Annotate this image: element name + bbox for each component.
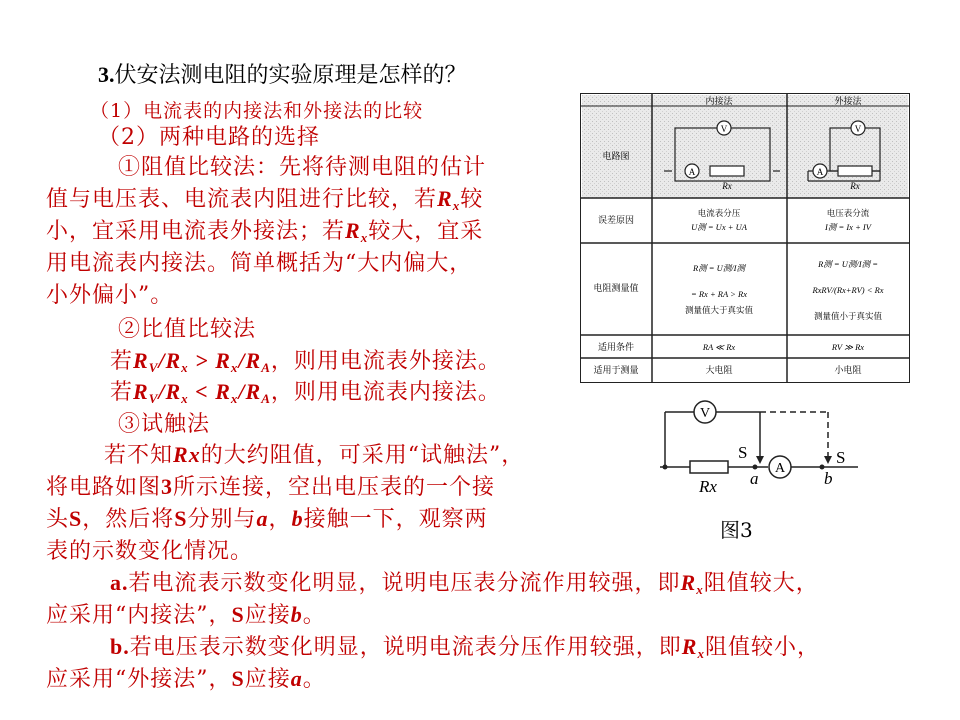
method1-line2 (46, 182, 483, 214)
fig3-ammeter: A (774, 461, 786, 476)
section-2-heading: （2）两种电路的选择 (98, 125, 320, 150)
text: ，则用电流表内接法。 (270, 380, 501, 405)
method3-heading: ③试触法 (118, 412, 211, 437)
question-text: 伏安法测电阻的实验原理是怎样的？ (114, 63, 467, 88)
text: 。 (302, 603, 326, 628)
ammeter-symbol: A (688, 167, 696, 177)
text: 值与电压表、电流表内阻进行比较，若 (46, 187, 438, 212)
table-col-inner: 内接法 (705, 97, 733, 107)
point-b: b (291, 506, 304, 531)
method3-line2 (46, 470, 495, 501)
comparison-table (580, 93, 910, 383)
fig3-voltmeter: V (699, 406, 711, 421)
inner-measure-note: 测量值大于真实值 (684, 306, 754, 316)
figure-number: 3 (161, 474, 174, 499)
voltmeter-symbol: V (720, 124, 728, 134)
ammeter-symbol: A (816, 167, 824, 177)
switch-symbol: S (231, 602, 245, 627)
outer-measure-note: 测量值小于真实值 (813, 312, 883, 322)
text: 分别与 (187, 507, 257, 532)
figure3-circuit (650, 400, 870, 510)
table-row-label: 电路图 (602, 152, 630, 162)
text: 若 (110, 349, 134, 374)
fig3-resistor-label: Rx (699, 477, 717, 496)
method1-line4: 用电流表内接法。简单概括为“大内偏大， (46, 251, 473, 276)
inner-error-formula: U测 = Ux + UA (691, 222, 747, 232)
inner-measure-result: = Rx + RA > Rx (691, 289, 747, 299)
method1-line1: ①阻值比较法：先将待测电阻的估计 (118, 155, 487, 180)
text: 应接 (244, 667, 291, 692)
resistor-label: Rx (850, 181, 860, 191)
ratio-formula-lt: $R_V/R_x < R_x/R_A$ (133, 379, 271, 406)
text: 若电流表示数变化明显，说明电压表分流作用较强，即 (128, 571, 681, 596)
method3-line4: 表的示数变化情况。 (46, 539, 254, 564)
text: 若 (110, 380, 134, 405)
outer-condition: RV ≫ Rx (831, 342, 865, 352)
table-row-label: 电阻测量值 (593, 284, 639, 294)
inner-condition: RA ≪ Rx (702, 342, 736, 352)
inner-use: 大电阻 (705, 366, 733, 376)
point-a: a (256, 506, 269, 531)
method3-line3 (46, 502, 488, 533)
question-number: 3. (98, 62, 115, 87)
case-a-line1 (110, 566, 819, 598)
ratio-formula-gt: $R_V/R_x > R_x/R_A$ (133, 348, 271, 375)
text: 头 (46, 507, 70, 532)
text: 阻值较小， (704, 635, 820, 660)
point-a: a (290, 666, 303, 691)
method1-line5: 小外偏小”。 (46, 283, 174, 308)
switch-symbol: S (231, 666, 245, 691)
rx-symbol: $R_x$ (681, 634, 705, 661)
case-b-line2 (46, 662, 326, 693)
rx-symbol: Rx (173, 442, 201, 467)
text: 小，宜采用电流表外接法；若 (46, 219, 346, 244)
case-a-line2 (46, 598, 326, 629)
outer-use: 小电阻 (834, 366, 862, 376)
text: 所示连接，空出电压表的一个接 (173, 475, 496, 500)
text: 应采用“内接法”， (46, 603, 232, 628)
method2-heading: ②比值比较法 (118, 317, 257, 342)
fig3-point-a: a (750, 469, 759, 488)
method3-line1 (104, 438, 524, 469)
switch-symbol: S (174, 506, 188, 531)
text: ，则用电流表外接法。 (270, 349, 501, 374)
outer-error-formula: I测 = Ix + IV (825, 222, 871, 232)
figure3-caption: 图3 (720, 518, 753, 542)
text: 若不知 (104, 443, 174, 468)
text: 。 (302, 667, 326, 692)
text: 阻值较大， (703, 571, 819, 596)
outer-error-cause: 电压表分流 (826, 209, 870, 219)
table-row-label: 适用条件 (597, 343, 635, 353)
rx-symbol: $R_x$ (680, 570, 704, 597)
text: 的大约阻值，可采用“试触法”， (200, 443, 525, 468)
case-label: a. (110, 570, 129, 595)
switch-symbol: S (69, 506, 83, 531)
outer-measure-formula: R测 = U测/I测 = (818, 259, 878, 269)
text: 应接 (244, 603, 291, 628)
text: 接触一下，观察两 (303, 507, 488, 532)
fig3-switch-right: S (836, 448, 846, 467)
text: 较 (460, 187, 484, 212)
resistor-label: Rx (722, 181, 732, 191)
fig3-point-b: b (824, 469, 833, 488)
method1-line3 (46, 214, 483, 246)
method2-rule2 (110, 375, 501, 407)
point-b: b (290, 602, 303, 627)
inner-measure-formula: R测 = U测/I测 (692, 263, 746, 273)
fig3-switch-left: S (738, 443, 748, 462)
outer-measure-result: RxRV/(Rx+RV) < Rx (812, 285, 884, 295)
text: 将电路如图 (46, 475, 162, 500)
text: ，然后将 (82, 507, 175, 532)
inner-error-cause: 电流表分压 (697, 209, 741, 219)
table-row-label: 适用于测量 (593, 366, 639, 376)
rx-symbol: $R_x$ (437, 186, 461, 213)
text: ， (268, 507, 292, 532)
method2-rule1 (110, 344, 501, 376)
text: 较大，宜采 (368, 219, 484, 244)
rx-symbol: $R_x$ (345, 218, 369, 245)
case-b-line1 (110, 630, 820, 662)
question-title (98, 58, 467, 89)
section-1-heading: （1）电流表的内接法和外接法的比较 (90, 100, 424, 122)
text: 若电压表示数变化明显，说明电流表分压作用较强，即 (129, 635, 682, 660)
voltmeter-symbol: V (854, 124, 862, 134)
text: 应采用“外接法”， (46, 667, 232, 692)
case-label: b. (110, 634, 130, 659)
table-row-label: 误差原因 (597, 216, 635, 226)
table-col-outer: 外接法 (834, 97, 862, 107)
